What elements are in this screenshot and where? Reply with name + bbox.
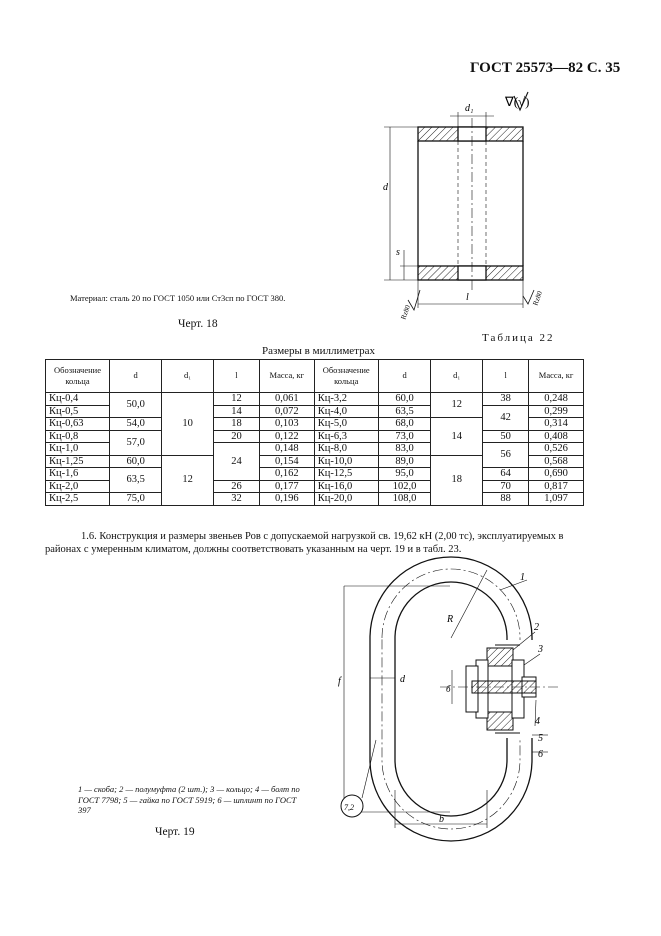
table-cell: Кц-0,8 [46,430,110,443]
table-cell: 0,408 [529,430,584,443]
table-cell: 12 [213,393,259,406]
label-b: b [439,814,444,825]
link-drawing [341,557,560,841]
table-cell: 0,299 [529,405,584,418]
label-rz-right: Rz80 [531,290,544,307]
table-cell: 0,817 [529,480,584,493]
table-cell: 0,103 [260,418,315,431]
label-5: 5 [538,733,543,744]
label-d19: d [400,674,405,685]
table-cell: Кц-6,3 [314,430,378,443]
table-cell: Кц-5,0 [314,418,378,431]
label-d1: d₁ [465,103,474,114]
table-cell: Кц-2,5 [46,493,110,506]
table-cell: 64 [483,468,529,481]
th-designation-1: Обозначение кольца [46,360,110,393]
table-row [46,468,584,481]
table-cell: 73,0 [378,430,431,443]
table-cell: 14 [431,418,483,456]
table-cell: 0,568 [529,455,584,468]
table-cell: 75,0 [109,493,161,506]
section-1-6-paragraph: 1.6. Конструкция и размеры звеньев Ров с допускаемой нагрузкой св. 19,62 кН (2,00 тс), эксплуатируемых в районах с умеренным климатом, должны соответствовать указанным на черт. 19 и в табл. 23. [45,531,564,555]
table-cell: 14 [213,405,259,418]
table-cell: 0,061 [260,393,315,406]
table-cell: 20 [213,430,259,443]
th-d1-1: d₁ [162,360,214,393]
table-cell: 83,0 [378,443,431,456]
table-row [46,393,584,406]
table-cell: Кц-4,0 [314,405,378,418]
label-rz-left: Rz80 [399,304,412,321]
table-title: Таблица 22 [482,332,555,344]
label-R: R [447,614,454,625]
table-cell: 32 [213,493,259,506]
table-cell: 57,0 [109,430,161,455]
th-mass-1: Масса, кг [260,360,315,393]
table-cell: 0,248 [529,393,584,406]
label-4: 4 [535,716,540,727]
table-cell: 0,177 [260,480,315,493]
table-cell: 0,122 [260,430,315,443]
label-b-small: б [446,684,451,694]
table-cell: 88 [483,493,529,506]
table-cell: 54,0 [109,418,161,431]
table-cell: 56 [483,443,529,468]
th-l-2: l [483,360,529,393]
table-cell: Кц-1,25 [46,455,110,468]
table-cell: 0,148 [260,443,315,456]
label-roughness: ∇(√) [505,94,530,109]
table-cell: 50 [483,430,529,443]
table-cell: 0,526 [529,443,584,456]
table-cell: Кц-16,0 [314,480,378,493]
label-s: s [396,247,400,258]
table-cell: 18 [213,418,259,431]
label-3: 3 [538,644,543,655]
table-cell: Кц-8,0 [314,443,378,456]
table-cell: 0,314 [529,418,584,431]
table-cell: 89,0 [378,455,431,468]
table-cell: Кц-20,0 [314,493,378,506]
table-cell: Кц-0,5 [46,405,110,418]
label-1: 1 [520,572,525,583]
table-cell: Кц-1,0 [46,443,110,456]
table-cell: 0,690 [529,468,584,481]
table-cell: Кц-3,2 [314,393,378,406]
th-l-1: l [213,360,259,393]
th-d-1: d [109,360,161,393]
label-roughness-19: 7,2 [344,803,354,812]
th-mass-2: Масса, кг [529,360,584,393]
label-6: 6 [538,749,543,760]
table-row [46,493,584,506]
table-cell: 18 [431,455,483,505]
table-cell: 63,5 [109,468,161,493]
th-designation-2: Обозначение кольца [314,360,378,393]
table-cell: Кц-10,0 [314,455,378,468]
table-cell: 70 [483,480,529,493]
table-cell: 12 [431,393,483,418]
th-d-2: d [378,360,431,393]
material-note: Материал: сталь 20 по ГОСТ 1050 или Ст3сп по ГОСТ 380. [70,293,286,303]
table-cell: 60,0 [378,393,431,406]
table-cell: 24 [213,443,259,481]
table-cell: 102,0 [378,480,431,493]
figure-19-caption: Черт. 19 [155,826,195,838]
table-cell: 0,162 [260,468,315,481]
table-cell: 42 [483,405,529,430]
table-cell: 1,097 [529,493,584,506]
th-d1-2: d₁ [431,360,483,393]
table-cell: 0,154 [260,455,315,468]
table-cell: Кц-0,4 [46,393,110,406]
table-cell: 108,0 [378,493,431,506]
table-cell: 95,0 [378,468,431,481]
table-cell: 63,5 [378,405,431,418]
figure-18-caption: Черт. 18 [178,318,218,330]
table-cell: 50,0 [109,393,161,418]
figure-19-legend: 1 — скоба; 2 — полумуфта (2 шт.); 3 — кольцо; 4 — болт по ГОСТ 7798; 5 — гайка по ГОСТ 5919; 6 — шплинт по ГОСТ 397 [78,784,300,815]
table-cell: 0,072 [260,405,315,418]
table-cell: Кц-0,63 [46,418,110,431]
table-cell: 10 [162,393,214,456]
table-cell: Кц-1,6 [46,468,110,481]
table-row [46,430,584,443]
label-l: l [466,292,469,303]
table-cell: 60,0 [109,455,161,468]
table-cell: 12 [162,455,214,505]
table-cell: 68,0 [378,418,431,431]
table-cell: 0,196 [260,493,315,506]
table-cell: 38 [483,393,529,406]
table-units: Размеры в миллиметрах [262,345,375,357]
table-cell: 26 [213,480,259,493]
table-cell: Кц-12,5 [314,468,378,481]
label-d: d [383,182,388,193]
page-header: ГОСТ 25573—82 С. 35 [470,60,621,76]
table-cell: Кц-2,0 [46,480,110,493]
table-22 [45,359,584,506]
label-f: f [338,676,341,687]
label-2: 2 [534,622,539,633]
